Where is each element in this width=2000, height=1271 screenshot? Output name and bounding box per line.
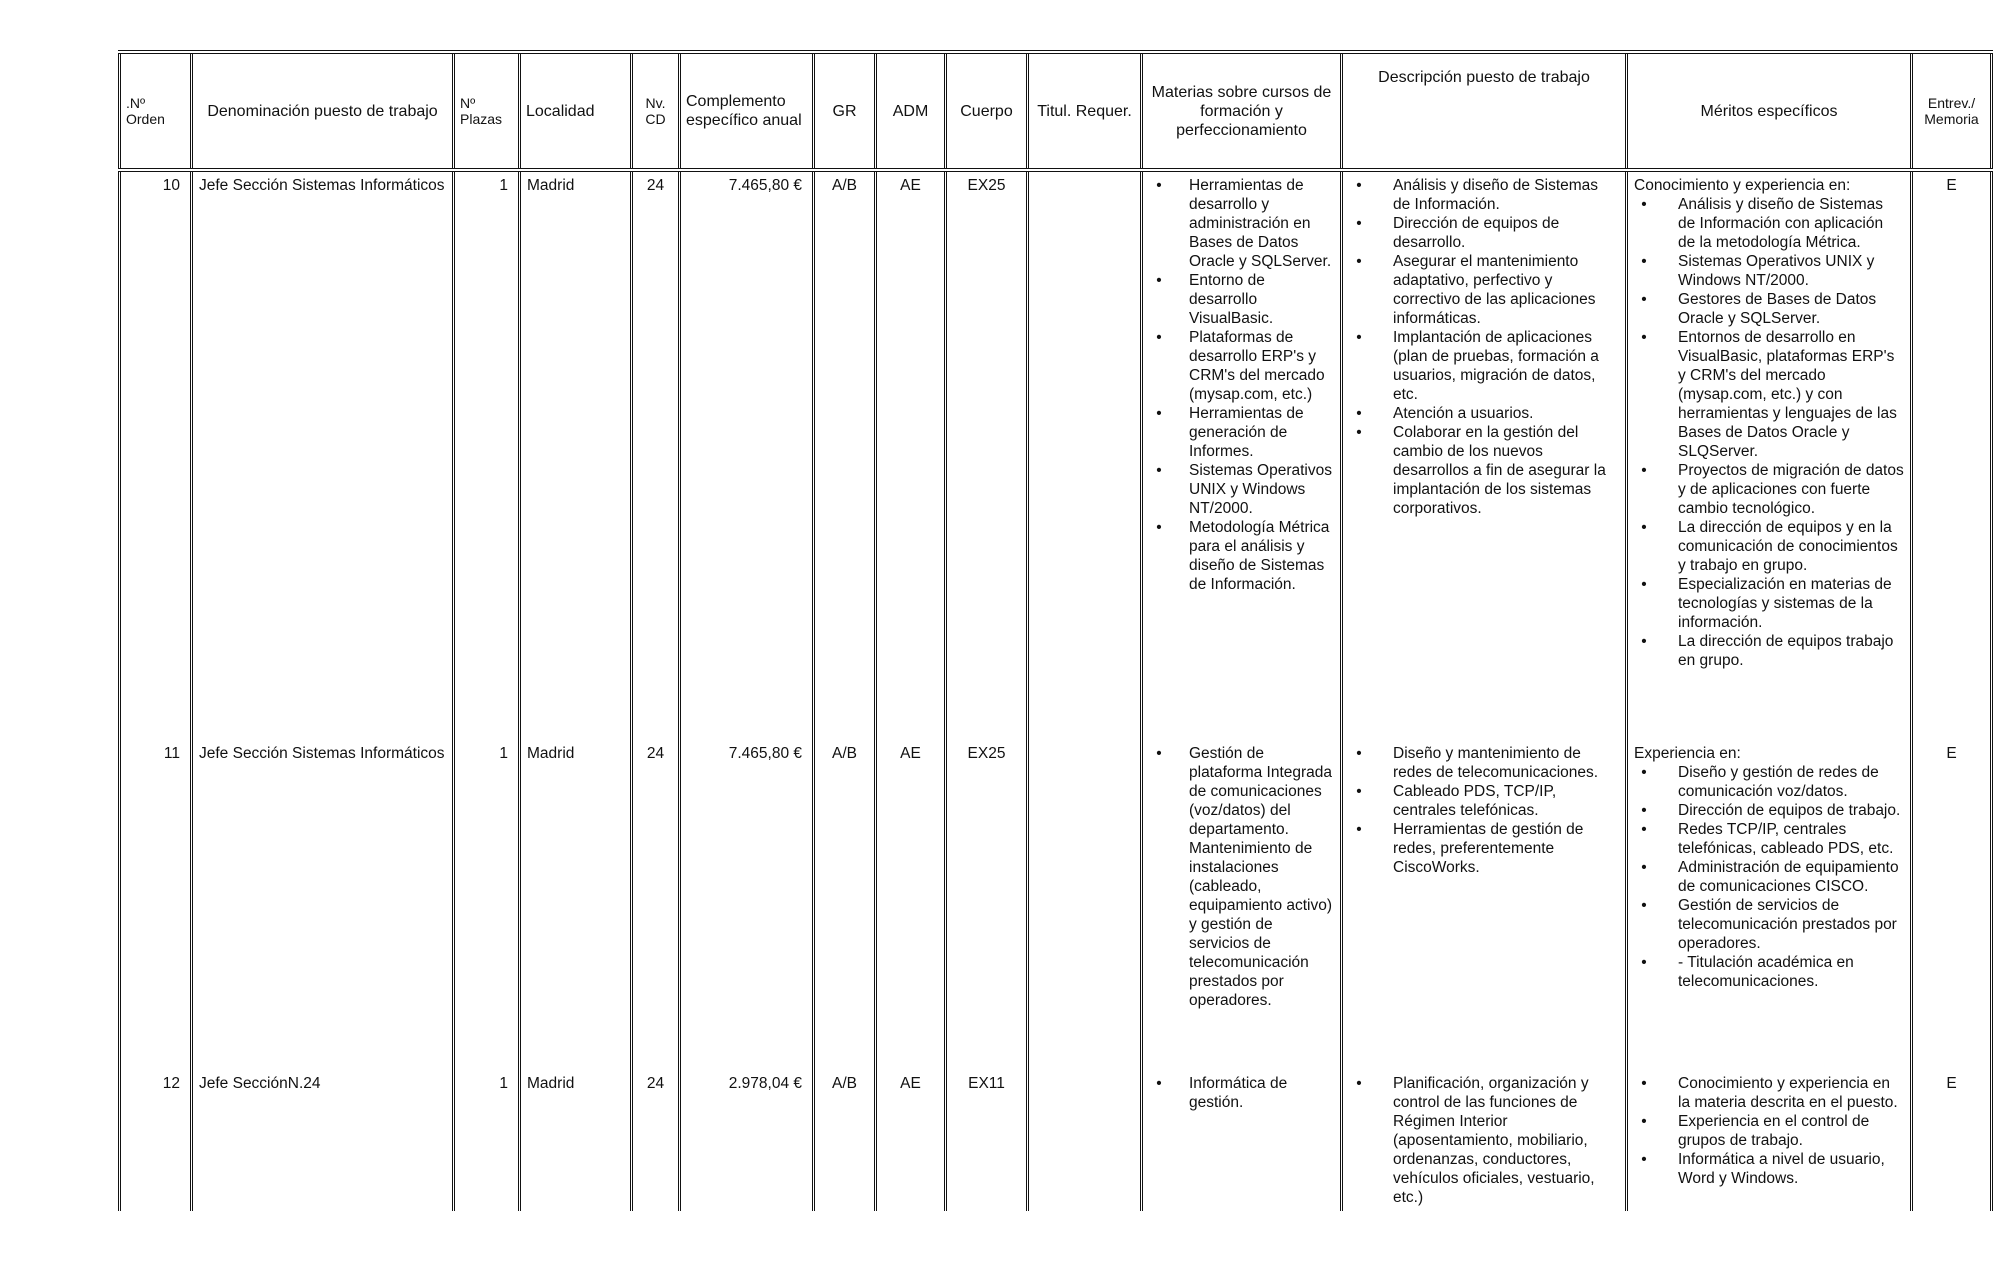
list-item: • Gestores de Bases de Datos Oracle y SQLServer. [1678, 290, 1904, 328]
meritos-intro: Conocimiento y experiencia en: [1634, 177, 1851, 194]
list-item: • Entornos de desarrollo en VisualBasic, plataformas ERP's y CRM's del mercado (mysap.com, etc.) y con herramientas y lenguajes de las Bases de Datos Oracle y SLQServer. [1678, 328, 1904, 461]
header-entrevista: Entrev./ Memoria [1912, 52, 1992, 170]
descripcion-list [1349, 176, 1619, 518]
list-item: • Colaborar en la gestión del cambio de los nuevos desarrollos a fin de asegurar la implantación de los sistemas corporativos. [1393, 423, 1619, 518]
cell-plazas: 1 [454, 170, 520, 740]
header-gr: GR [814, 52, 876, 170]
cell-meritos [1627, 170, 1912, 740]
cell-materias [1142, 740, 1342, 1070]
job-positions-table [118, 50, 1993, 1211]
list-item: • Diseño y gestión de redes de comunicación voz/datos. [1678, 763, 1904, 801]
cell-adm: AE [876, 170, 946, 740]
cell-denominacion: Jefe Sección Sistemas Informáticos [192, 740, 454, 1070]
list-item: • Sistemas Operativos UNIX y Windows NT/2000. [1189, 461, 1334, 518]
header-adm: ADM [876, 52, 946, 170]
list-item: • Diseño y mantenimiento de redes de telecomunicaciones. [1393, 744, 1619, 782]
cell-titul [1028, 1070, 1142, 1211]
table-body [120, 170, 1992, 1211]
list-item: • Dirección de equipos de trabajo. [1678, 801, 1904, 820]
cell-orden: 11 [120, 740, 192, 1070]
cell-descripcion [1342, 170, 1627, 740]
materias-list [1149, 176, 1334, 594]
cell-cuerpo: EX25 [946, 170, 1028, 740]
list-item: • Dirección de equipos de desarrollo. [1393, 214, 1619, 252]
cell-nivel: 24 [632, 170, 680, 740]
cell-denominacion: Jefe Sección Sistemas Informáticos [192, 170, 454, 740]
list-item: • La dirección de equipos trabajo en grupo. [1678, 632, 1904, 670]
cell-complemento: 7.465,80 € [680, 170, 814, 740]
list-item: • Proyectos de migración de datos y de aplicaciones con fuerte cambio tecnológico. [1678, 461, 1904, 518]
header-materias: Materias sobre cursos de formación y perfeccionamiento [1142, 52, 1342, 170]
descripcion-list [1349, 1074, 1619, 1207]
cell-orden: 10 [120, 170, 192, 740]
cell-meritos [1627, 740, 1912, 1070]
list-item: • Metodología Métrica para el análisis y diseño de Sistemas de Información. [1189, 518, 1334, 594]
cell-plazas: 1 [454, 740, 520, 1070]
list-item: • Planificación, organización y control de las funciones de Régimen Interior (aposentamiento, mobiliario, ordenanzas, conductores, vehículos oficiales, vestuario, etc.) [1393, 1074, 1619, 1207]
table-row [120, 1070, 1992, 1211]
cell-titul [1028, 170, 1142, 740]
list-item: • Informática a nivel de usuario, Word y Windows. [1678, 1150, 1904, 1188]
header-titul: Titul. Requer. [1028, 52, 1142, 170]
list-item: • Conocimiento y experiencia en la materia descrita en el puesto. [1678, 1074, 1904, 1112]
list-item: • La dirección de equipos y en la comunicación de conocimientos y trabajo en grupo. [1678, 518, 1904, 575]
cell-nivel: 24 [632, 740, 680, 1070]
cell-complemento: 2.978,04 € [680, 1070, 814, 1211]
cell-complemento: 7.465,80 € [680, 740, 814, 1070]
list-item: • Análisis y diseño de Sistemas de Información con aplicación de la metodología Métrica. [1678, 195, 1904, 252]
header-cuerpo: Cuerpo [946, 52, 1028, 170]
header-descripcion: Descripción puesto de trabajo [1342, 52, 1627, 170]
cell-gr: A/B [814, 1070, 876, 1211]
descripcion-list [1349, 744, 1619, 877]
cell-denominacion: Jefe SecciónN.24 [192, 1070, 454, 1211]
header-localidad: Localidad [520, 52, 632, 170]
list-item: • Especialización en materias de tecnologías y sistemas de la información. [1678, 575, 1904, 632]
cell-materias [1142, 1070, 1342, 1211]
header-nivel: Nv. CD [632, 52, 680, 170]
cell-titul [1028, 740, 1142, 1070]
list-item: • Gestión de plataforma Integrada de comunicaciones (voz/datos) del departamento. Mantenimiento de instalaciones (cableado, equipamiento activo) y gestión de servicios de telecomunicación prestados por operadores. [1189, 744, 1334, 1010]
cell-plazas: 1 [454, 1070, 520, 1211]
list-item: • Cableado PDS, TCP/IP, centrales telefónicas. [1393, 782, 1619, 820]
header-meritos: Méritos específicos [1627, 52, 1912, 170]
list-item: • Informática de gestión. [1189, 1074, 1334, 1112]
table-row [120, 170, 1992, 740]
list-item: • Herramientas de generación de Informes. [1189, 404, 1334, 461]
list-item: • Herramientas de gestión de redes, preferentemente CiscoWorks. [1393, 820, 1619, 877]
list-item: • Experiencia en el control de grupos de trabajo. [1678, 1112, 1904, 1150]
list-item: • Atención a usuarios. [1393, 404, 1619, 423]
cell-cuerpo: EX11 [946, 1070, 1028, 1211]
materias-list [1149, 1074, 1334, 1112]
cell-localidad: Madrid [520, 740, 632, 1070]
cell-materias [1142, 170, 1342, 740]
cell-meritos [1627, 1070, 1912, 1211]
list-item: • Gestión de servicios de telecomunicación prestados por operadores. [1678, 896, 1904, 953]
meritos-list [1634, 195, 1904, 670]
header-plazas: Nº Plazas [454, 52, 520, 170]
table-row [120, 740, 1992, 1070]
list-item: • Redes TCP/IP, centrales telefónicas, cableado PDS, etc. [1678, 820, 1904, 858]
list-item: • Entorno de desarrollo VisualBasic. [1189, 271, 1334, 328]
cell-orden: 12 [120, 1070, 192, 1211]
document-sheet [118, 50, 1990, 1206]
header-row [120, 52, 1992, 170]
meritos-list [1634, 1074, 1904, 1188]
header-orden: .Nº Orden [120, 52, 192, 170]
meritos-intro: Experiencia en: [1634, 745, 1741, 762]
list-item: • Administración de equipamiento de comunicaciones CISCO. [1678, 858, 1904, 896]
header-denominacion: Denominación puesto de trabajo [192, 52, 454, 170]
cell-localidad: Madrid [520, 1070, 632, 1211]
cell-descripcion [1342, 740, 1627, 1070]
list-item: • Implantación de aplicaciones (plan de pruebas, formación a usuarios, migración de datos, etc. [1393, 328, 1619, 404]
cell-entrevista: E [1912, 170, 1992, 740]
cell-localidad: Madrid [520, 170, 632, 740]
list-item: • Herramientas de desarrollo y administración en Bases de Datos Oracle y SQLServer. [1189, 176, 1334, 271]
cell-entrevista: E [1912, 740, 1992, 1070]
cell-cuerpo: EX25 [946, 740, 1028, 1070]
cell-gr: A/B [814, 740, 876, 1070]
list-item: • Análisis y diseño de Sistemas de Información. [1393, 176, 1619, 214]
cell-adm: AE [876, 740, 946, 1070]
list-item: • Asegurar el mantenimiento adaptativo, perfectivo y correctivo de las aplicaciones informáticas. [1393, 252, 1619, 328]
header-complemento: Complemento específico anual [680, 52, 814, 170]
cell-nivel: 24 [632, 1070, 680, 1211]
cell-adm: AE [876, 1070, 946, 1211]
meritos-list [1634, 763, 1904, 991]
list-item: • - Titulación académica en telecomunicaciones. [1678, 953, 1904, 991]
list-item: • Plataformas de desarrollo ERP's y CRM's del mercado (mysap.com, etc.) [1189, 328, 1334, 404]
list-item: • Sistemas Operativos UNIX y Windows NT/2000. [1678, 252, 1904, 290]
cell-entrevista: E [1912, 1070, 1992, 1211]
cell-gr: A/B [814, 170, 876, 740]
materias-list [1149, 744, 1334, 1010]
cell-descripcion [1342, 1070, 1627, 1211]
